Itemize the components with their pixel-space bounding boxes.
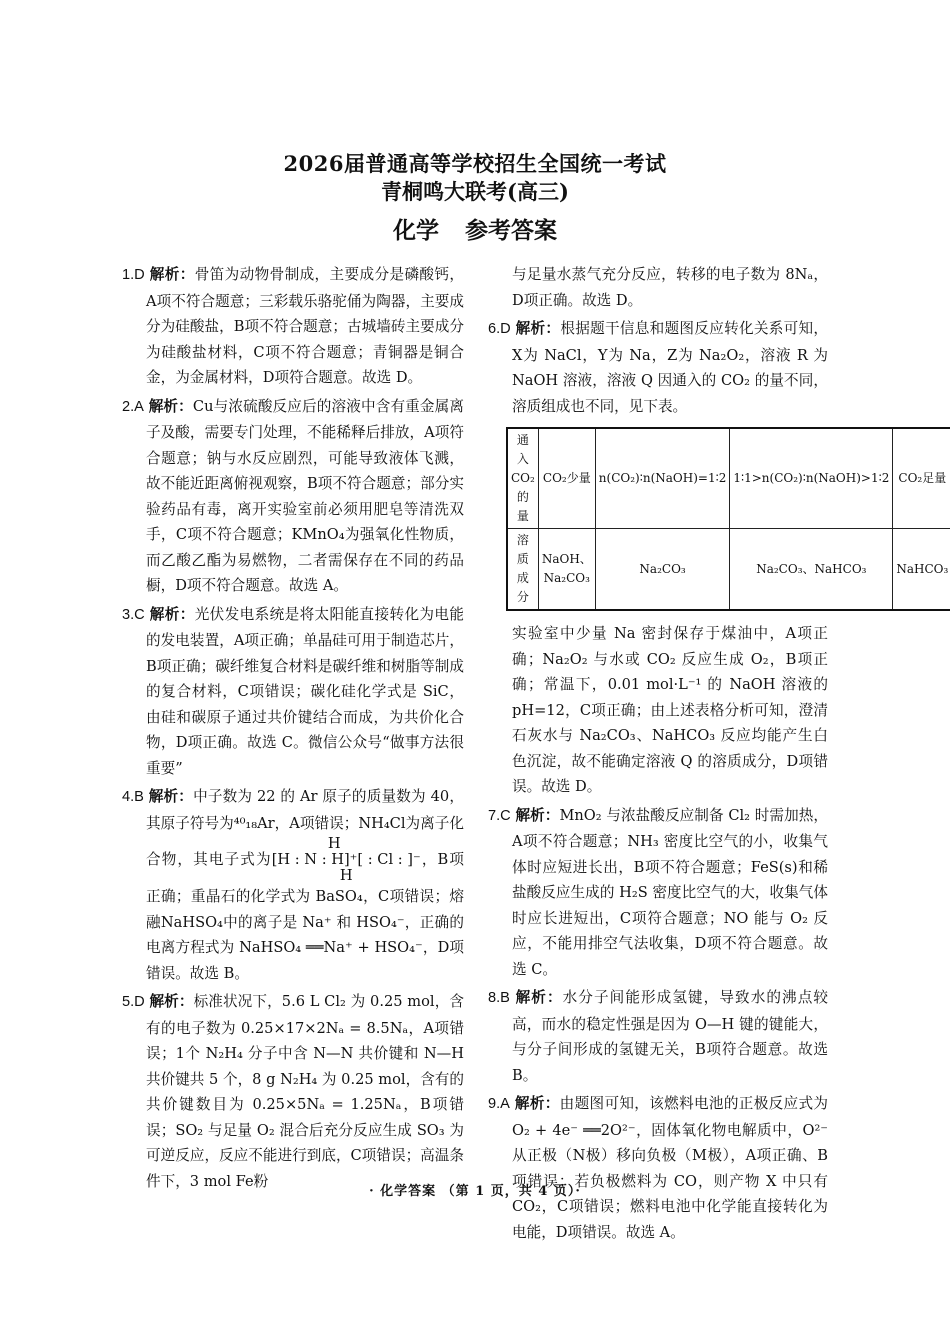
answer-item: 8.B 解析：水分子间能形成氢键，导致水的沸点较高，而水的稳定性强是因为 O—H 键的键能大，与分子间形成的氢键无关，B项符合题意。故选 B。 [488, 989, 828, 1084]
table-cell: 通入CO₂的量 [507, 428, 538, 529]
table-cell: NaHCO₃ [893, 529, 950, 611]
table-cell: CO₂少量 [538, 428, 595, 529]
solute-table [506, 427, 950, 611]
table-cell: 溶质成分 [507, 529, 538, 611]
page-footer: · 化学答案 （第 1 页，共 4 页）· [369, 1184, 581, 1199]
answer-item: 2.A 解析：Cu与浓硫酸反应后的溶液中含有重金属离子及酸，需要专门处理，不能稀释后排放，A项符合题意；钠与水反应剧烈，可能导致液体飞溅，故不能近距离俯视观察，B项不符合题意；部分实验药品有毒，离开实验室前必须用肥皂等清洗双手，C项不符合题意；KMnO₄为强氧化性物质，而乙酸乙酯为易燃物，二者需保存在不同的药品橱，D项不符合题意。故选 A。 [122, 397, 464, 594]
electron-formula: H [H : N : H]⁺[ : Cl : ]⁻ H [271, 835, 421, 884]
document-header [0, 150, 950, 248]
answer-continuation: 实验室中少量 Na 密封保存于煤油中，A项正确；Na₂O₂ 与水或 CO₂ 反应生成 O₂，B项正确；常温下，0.01 mol·L⁻¹ 的 NaOH 溶液的 pH=12，C项正确；由上述表格分析可知，澄清石灰水与 Na₂CO₃、NaHCO₃ 反应均能产生白色沉淀，故不能确定溶液 Q 的溶质成分，D项错误。故选 D。 [512, 625, 828, 795]
answer-continuation: 与足量水蒸气充分反应，转移的电子数为 8Nₐ，D项正确。故选 D。 [512, 266, 828, 309]
exam-title: 2026届普通高等学校招生全国统一考试 [283, 151, 667, 176]
answer-item: 3.C 解析：光伏发电系统是将太阳能直接转化为电能的发电装置，A项正确；单晶硅可用于制造芯片，B项正确；碳纤维复合材料是碳纤维和树脂等制成的复合材料，C项错误；碳化硅化学式是 SiC，由硅和碳原子通过共价键结合而成，为共价化合物，D项正确。故选 C。微信公众号“做事方法很重要” [122, 605, 464, 777]
answer-item: 9.A 解析：由题图可知，该燃料电池的正极反应式为 O₂ + 4e⁻ ══2O²⁻，固体氧化物电解质中，O²⁻ 从正极（N极）移向负极（M极），A项正确、B项错误；若负极燃料为 CO，则产物 X 中只有 CO₂，C项错误；燃料电池中化学能直接转化为电能，D项错误。故选 A。 [488, 1095, 828, 1241]
answer-item: 5.D 解析：标准状况下，5.6 L Cl₂ 为 0.25 mol，含有的电子数为 0.25×17×2Nₐ = 8.5Nₐ，A项错误；1个 N₂H₄ 分子中含 N—N 共价键和 N—H 共价键共 5 个，8 g N₂H₄ 为 0.25 mol，含有的共价键数目为 0.25×5Nₐ = 1.25Nₐ，B项错误；SO₂ 与足量 O₂ 混合后充分反应生成 SO₃ 为可逆反应，反应不能进行到底，C项错误；高温条件下，3 mol Fe粉 [122, 993, 464, 1190]
subject-title: 化学 参考答案 [392, 217, 557, 244]
answer-item: 4.B 解析：中子数为 22 的 Ar 原子的质量数为 40，其原子符号为⁴⁰₁₈Ar，A项错误；NH₄Cl为离子化合物，其电子式为H [H : N : H]⁺[ : Cl : ]⁻ H，B项正确；重晶石的化学式为 BaSO₄，C项错误；熔融NaHSO₄中的离子是 Na⁺ 和 HSO₄⁻，正确的电离方程式为 NaHSO₄ ══Na⁺ + HSO₄⁻，D项错误。故选 B。 [122, 788, 464, 982]
answer-item: 1.D 解析：骨笛为动物骨制成，主要成分是磷酸钙，A项不符合题意；三彩载乐骆驼俑为陶器，主要成分为硅酸盐，B项不符合题意；古城墙砖主要成分为硅酸盐材料，C项不符合题意；青铜器是铜合金，为金属材料，D项符合题意。故选 D。 [122, 266, 464, 386]
table-cell: NaOH、Na₂CO₃ [538, 529, 595, 611]
table-cell: 1∶1>n(CO₂)∶n(NaOH)>1∶2 [730, 428, 893, 529]
right-column [488, 262, 949, 1248]
answer-item: 7.C 解析：MnO₂ 与浓盐酸反应制备 Cl₂ 时需加热，A项不符合题意；NH₃ 密度比空气的小，收集气体时应短进长出，B项不符合题意；FeS(s)和稀盐酸反应生成的 H₂S 密度比空气的大，收集气体时应长进短出，C项符合题意；NO 能与 O₂ 反应，不能用排空气法收集，D项不符合题意。故选 C。 [488, 806, 828, 978]
table-cell: Na₂CO₃、NaHCO₃ [730, 529, 893, 611]
table-cell: n(CO₂)∶n(NaOH)=1∶2 [595, 428, 730, 529]
answer-item: 6.D 解析：根据题干信息和题图反应转化关系可知，X为 NaCl，Y为 Na，Z为 Na₂O₂，溶液 R 为 NaOH 溶液，溶液 Q 因通入的 CO₂ 的量不同，溶质组成也不同，见下表。 [488, 320, 828, 415]
table-cell: CO₂足量 [893, 428, 950, 529]
exam-subtitle: 青桐鸣大联考(高三) [381, 179, 569, 204]
table-cell: Na₂CO₃ [595, 529, 730, 611]
left-column [122, 262, 464, 1197]
